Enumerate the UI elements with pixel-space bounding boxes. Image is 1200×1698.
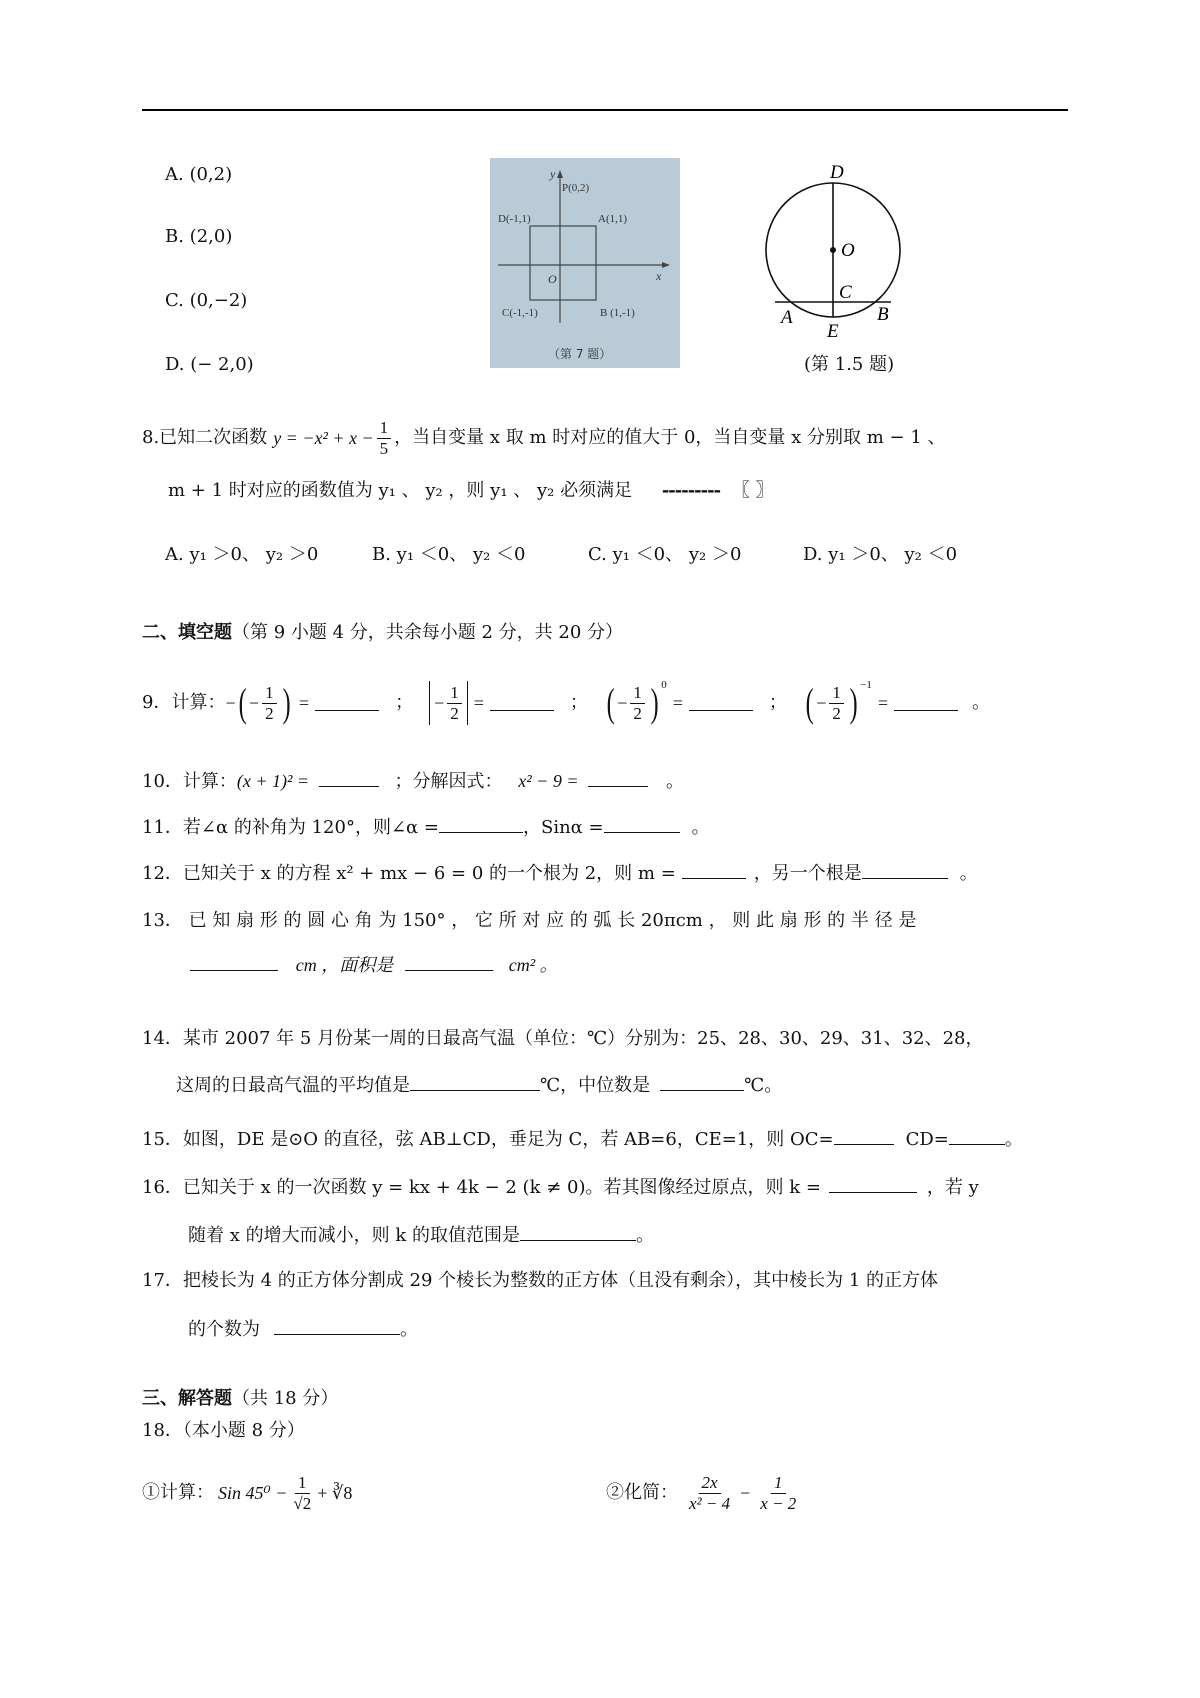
q11-blank-2[interactable] (604, 818, 680, 833)
q8-text-a: 8.已知二次函数 (142, 427, 268, 449)
q18-part-2-fraction-1: $\frac{2x}{\text{x² − 4}}$ (689, 1472, 731, 1513)
q10-line: 10．计算：(x + 1)² = ；分解因式： x² − 9 = 。 (142, 771, 684, 792)
q11-line: 11．若∠α 的补角为 120°，则∠α = ，Sinα = 。 (142, 817, 710, 838)
q16-line-2: 随着 x 的增大而减小，则 k 的取值范围是 。 (188, 1225, 654, 1246)
section-3-heading (142, 1390, 338, 1408)
q7-option-a: A. (0,2) (165, 164, 233, 185)
q16-blank-1[interactable] (829, 1178, 917, 1193)
q13-line-1: 13． 已 知 扇 形 的 圆 心 角 为 150° ， 它 所 对 应 的 弧 长 20πcm ， 则 此 扇 形 的 半 径 是 (142, 910, 917, 931)
q18-part-1-fraction: $\frac{1}{√2}$ (293, 1472, 312, 1513)
q7-option-c: C. (0,−2) (165, 290, 248, 311)
section-2-heading (142, 624, 623, 642)
q17-line-1: 17．把棱长为 4 的正方体分割成 29 个棱长为整数的正方体（且没有剩余），其中棱长为 1 的正方体 (142, 1270, 939, 1291)
q9-label: 9．计算： (142, 692, 226, 713)
figure-15-label-d: D (830, 162, 844, 183)
q13-line-2: cm ，面积是 cm² 。 (190, 956, 558, 975)
figure-15-label-e: E (827, 321, 839, 342)
q8-option-b: B. y₁ ＜0、 y₂ ＜0 (372, 544, 526, 565)
q8-frac-den: 5 (379, 438, 389, 458)
q9-frac-4: $\frac{1}{2}$ (829, 683, 844, 723)
q10-blank-2[interactable] (588, 772, 648, 787)
q16-blank-2[interactable] (520, 1226, 636, 1241)
header-rule (142, 109, 1068, 111)
figure-7-x-label: x (656, 269, 662, 283)
q13-blank-1[interactable] (190, 956, 278, 971)
figure-7-point-d: D(-1,1) (498, 213, 531, 225)
q18-part-2: ②化简： $\frac{2x}{\text{x² − 4}}$ − $\frac{1}{x - 2}$ (606, 1460, 802, 1526)
figure-7-square (530, 226, 596, 300)
q15-line: 15．如图，DE 是⊙O 的直径，弦 AB⊥CD，垂足为 C，若 AB=6，CE=1，则 OC= CD= 。 (142, 1129, 1023, 1150)
q18-label: 18．（本小题 8 分） (142, 1420, 305, 1441)
q9-blank-2[interactable] (490, 696, 554, 711)
figure-7-caption: （第 7 题） (548, 347, 612, 361)
q8-fraction (377, 418, 392, 458)
q8-text-b: ，当自变量 x 取 m 时对应的值大于 0，当自变量 x 分别取 m − 1 、 (394, 427, 946, 449)
q10-expr-2: x² − 9 = (518, 771, 579, 791)
q14-blank-1[interactable] (410, 1076, 540, 1091)
figure-7-point-c: C(-1,-1) (502, 307, 538, 319)
q14-blank-2[interactable] (660, 1076, 744, 1091)
q9-blank-3[interactable] (689, 696, 753, 711)
section-2-note: （第 9 小题 4 分，共余每小题 2 分，共 20 分） (232, 622, 624, 643)
q14-line-2: 这周的日最高气温的平均值是 ℃，中位数是 ℃。 (176, 1075, 783, 1096)
q15-blank-1[interactable] (834, 1130, 894, 1145)
q8-option-d: D. y₁ ＞0、 y₂ ＜0 (803, 544, 958, 565)
section-3-note: （共 18 分） (232, 1388, 339, 1409)
q8-option-c: C. y₁ ＜0、 y₂ ＞0 (588, 544, 742, 565)
figure-7-graph (490, 158, 680, 368)
figure-15-label-b: B (877, 304, 889, 325)
figure-7-point-a: A(1,1) (598, 213, 628, 225)
figure-15-center (830, 247, 836, 253)
q8-line-2 (168, 482, 774, 500)
q10-blank-1[interactable] (319, 772, 379, 787)
q8-line-1 (142, 418, 946, 458)
q9-blank-1[interactable] (315, 696, 379, 711)
q8-option-a: A. y₁ ＞0、 y₂ ＞0 (165, 544, 319, 565)
q10-expr-1: (x + 1)² = (236, 771, 310, 791)
q9-frac-3: $\frac{1}{2}$ (630, 683, 645, 723)
q7-option-b: B. (2,0) (165, 226, 233, 247)
q13-blank-2[interactable] (405, 956, 493, 971)
figure-7 (490, 158, 680, 368)
q8-dashes: --------- (661, 480, 721, 501)
figure-15-label-c: C (839, 282, 852, 303)
q8-line-2-text: m + 1 时对应的函数值为 y₁ 、 y₂ ，则 y₁ 、 y₂ 必须满足 (168, 480, 633, 501)
q14-line-1: 14．某市 2007 年 5 月份某一周的日最高气温（单位：℃）分别为：25、28、30、29、31、32、28， (142, 1028, 984, 1049)
q18-part-1: ①计算： Sin 45⁰ − $\frac{1}{√2}$ + ∛8 (142, 1472, 353, 1513)
q15-blank-2[interactable] (949, 1130, 1005, 1145)
q7-option-d: D. (− 2,0) (165, 354, 254, 375)
q16-line-1: 16．已知关于 x 的一次函数 y = kx + 4k − 2 (k ≠ 0)。若其图像经过原点，则 k = ，若 y (142, 1177, 979, 1198)
figure-7-point-b: B (1,-1) (600, 307, 635, 319)
q17-line-2: 的个数为 。 (188, 1319, 418, 1340)
figure-15-label-a: A (781, 307, 793, 328)
section-3-title: 三、解答题 (142, 1388, 232, 1409)
q9-frac-2: $\frac{1}{2}$ (447, 683, 462, 723)
figure-7-origin: O (548, 272, 557, 286)
figure-7-y-label: y (550, 167, 556, 181)
q11-blank-1[interactable] (439, 818, 523, 833)
q9-frac-1: $\frac{1}{2}$ (262, 683, 277, 723)
q8-frac-num: 1 (377, 418, 392, 439)
figure-15-label-o: O (841, 240, 855, 261)
section-2-title: 二、填空题 (142, 622, 232, 643)
q12-blank-1[interactable] (682, 864, 746, 879)
figure-15 (755, 160, 905, 360)
q9-line: 9．计算： − ( − $\frac{1}{2}$ ) = ； − $\frac{1}{2}$ = ； ( − $\frac{1}{2}$ ) 0 = ； ( − $\frac{1}{2}$ ) −1 = 。 (142, 679, 991, 725)
q9-blank-4[interactable] (894, 696, 958, 711)
figure-7-point-p: P(0,2) (562, 182, 590, 194)
q12-line: 12．已知关于 x 的方程 x² + mx − 6 = 0 的一个根为 2，则 m = ，另一个根是 。 (142, 863, 978, 884)
q8-function: y = −x² + x − (273, 428, 374, 449)
figure-15-caption: (第 1.5 题) (804, 354, 895, 375)
q17-blank[interactable] (274, 1320, 400, 1335)
q8-bracket: 〖 〗 (731, 480, 774, 501)
q12-blank-2[interactable] (862, 864, 948, 879)
q18-part-2-fraction-2: $\frac{1}{x - 2}$ (760, 1472, 797, 1513)
